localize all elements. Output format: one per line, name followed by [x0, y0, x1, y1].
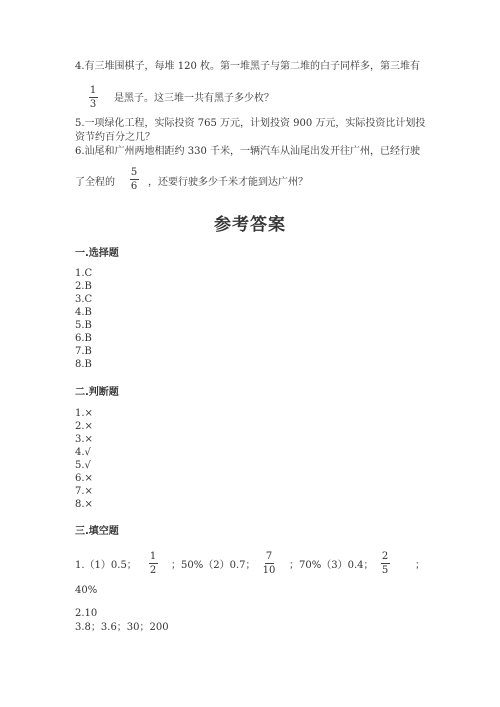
- question-6-line-2-end: ，还要行驶多少千米才能到达广州？: [148, 177, 308, 188]
- fraction-denominator: 3: [89, 99, 97, 110]
- judge-answer-4: 4.√: [75, 447, 91, 458]
- choice-section-heading: 一.选择题: [75, 248, 119, 259]
- fraction-denominator: 10: [262, 565, 276, 576]
- fraction-numerator: 2: [381, 551, 389, 562]
- question-6-line-1: 6.汕尾和广州两地相距约 330 千米，一辆汽车从汕尾出发开往广州，已经行驶: [75, 146, 420, 157]
- judge-answer-3: 3.×: [75, 434, 93, 445]
- choice-answer-6: 6.B: [75, 333, 92, 344]
- judge-answer-7: 7.×: [75, 486, 93, 497]
- fraction-bar: [149, 563, 158, 564]
- fraction-bar: [265, 563, 274, 564]
- fill-answer-1-part-1: 1.（1）0.5；: [75, 560, 137, 571]
- question-6-line-2-start: 了全程的: [75, 177, 115, 188]
- question-4-line-1: 4.有三堆围棋子，每堆 120 枚。第一堆黑子与第二堆的白子同样多，第三堆有: [75, 61, 420, 72]
- choice-answer-8: 8.B: [75, 359, 92, 370]
- fraction-bar: [130, 179, 139, 180]
- judge-answer-2: 2.×: [75, 421, 93, 432]
- judge-section-heading: 二.判断题: [75, 387, 119, 398]
- fill-answer-3: 3.8；3.6；30；200: [75, 622, 169, 633]
- question-5-line-1: 5.一项绿化工程，实际投资 765 万元，计划投资 900 万元，实际投资比计划投: [75, 118, 426, 129]
- judge-answer-5: 5.√: [75, 460, 91, 471]
- fraction-denominator: 2: [149, 565, 157, 576]
- fill-answer-1-part-4: ；: [415, 560, 425, 571]
- fill-answer-1-fraction-2: [262, 551, 276, 576]
- fraction-denominator: 6: [130, 181, 138, 192]
- fraction-bar: [381, 563, 390, 564]
- judge-answer-8: 8.×: [75, 499, 93, 510]
- fill-answer-2: 2.10: [75, 608, 98, 619]
- question-4-fraction: [86, 85, 100, 110]
- judge-answer-1: 1.×: [75, 408, 93, 419]
- choice-answer-4: 4.B: [75, 307, 92, 318]
- fraction-bar: [89, 97, 98, 98]
- fill-answer-1-fraction-1: [146, 551, 160, 576]
- fill-answer-1-part-3: ；70%（3）0.4；: [289, 560, 374, 571]
- question-6-fraction: [127, 167, 141, 192]
- fraction-denominator: 5: [381, 565, 389, 576]
- answer-key-title: 参考答案: [214, 215, 286, 235]
- question-4-line-2: 是黑子。这三堆一共有黑子多少枚？: [114, 93, 274, 104]
- choice-answer-1: 1.C: [75, 268, 93, 279]
- fill-section-heading: 三.填空题: [75, 526, 119, 537]
- fraction-numerator: 7: [265, 551, 273, 562]
- judge-answer-6: 6.×: [75, 473, 93, 484]
- fill-answer-1-continuation: 40%: [75, 585, 98, 596]
- choice-answer-7: 7.B: [75, 346, 92, 357]
- choice-answer-2: 2.B: [75, 281, 92, 292]
- fraction-numerator: 5: [130, 167, 138, 178]
- fill-answer-1-part-2: ；50%（2）0.7；: [171, 560, 256, 571]
- fill-answer-1-fraction-3: [378, 551, 392, 576]
- choice-answer-5: 5.B: [75, 320, 92, 331]
- choice-answer-3: 3.C: [75, 294, 93, 305]
- fraction-numerator: 1: [89, 85, 97, 96]
- fraction-numerator: 1: [149, 551, 157, 562]
- question-5-line-2: 资节约百分之几？: [75, 132, 155, 143]
